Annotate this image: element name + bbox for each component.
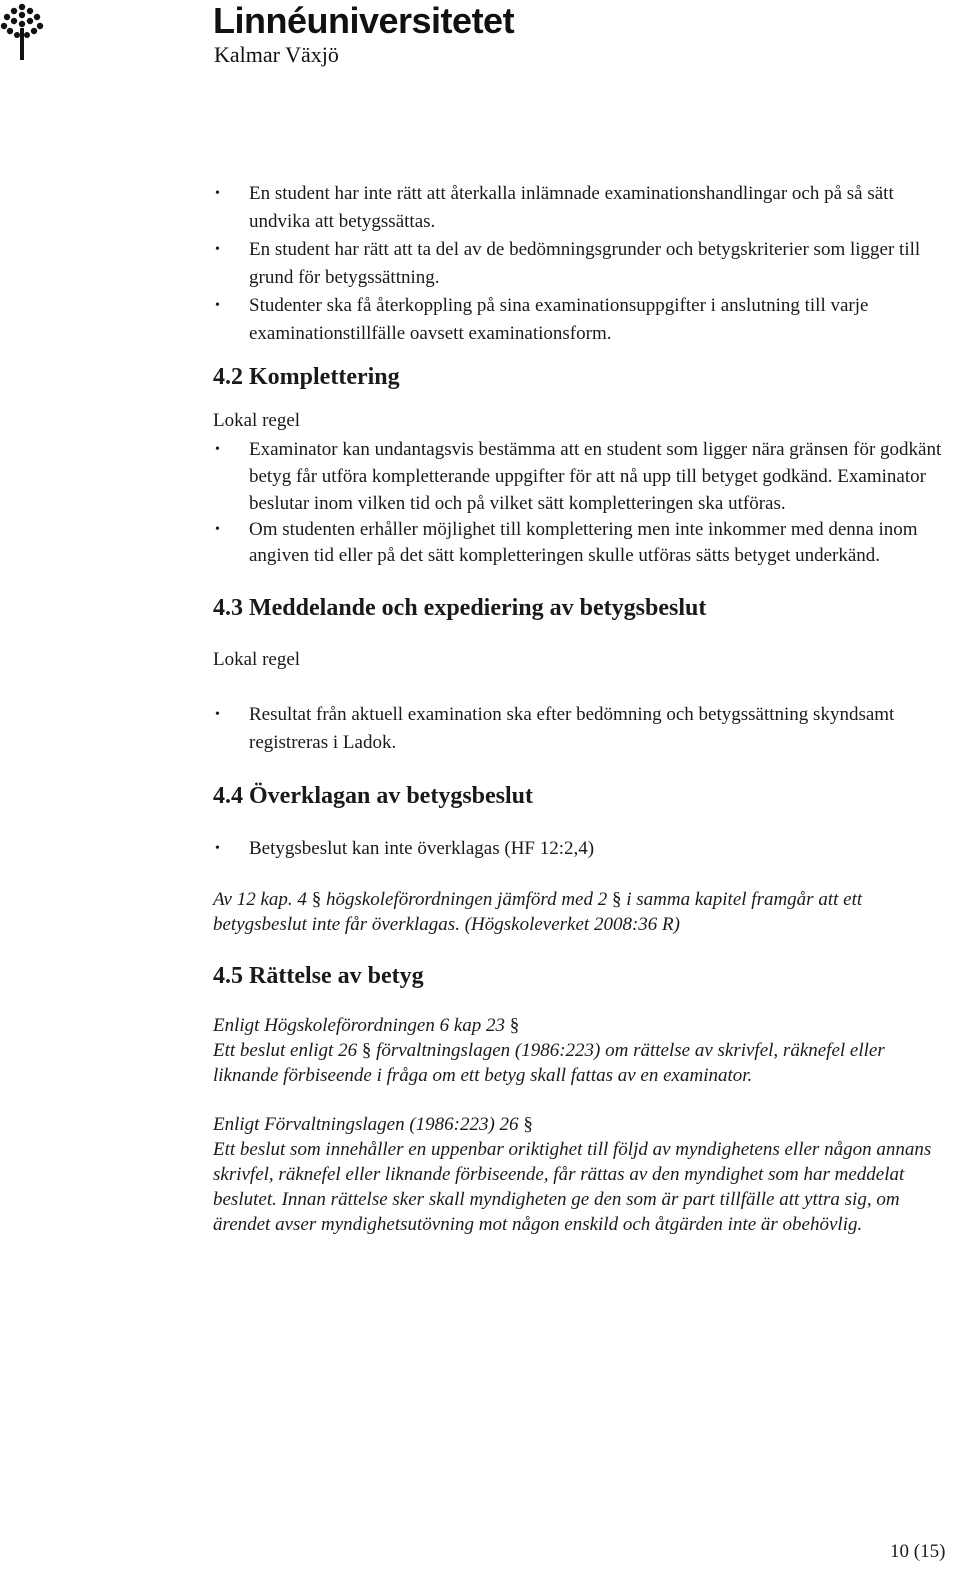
bullet-list-4-3 [213, 701, 943, 757]
bullet-icon: • [215, 242, 220, 257]
bullet-icon: • [215, 522, 220, 537]
correction-paragraph-2: Enligt Förvaltningslagen (1986:223) 26 § Ett beslut som innehåller en uppenbar oriktighet till följd av myndighetens eller någon annans skrivfel, räknefel eller liknande förbiseende, får rättas av den myndighet som har meddelat beslutet. Innan rättelse sker skall myndigheten ge den som är part tillfälle att yttra sig, om ärendet avser myndighetsutövning mot någon enskild och åtgärden inte är obehövlig. [213, 1114, 932, 1235]
bullet-icon: • [215, 707, 220, 722]
list-item: • Resultat från aktuell examination ska efter bedömning och betygssättning skyndsamt registreras i Ladok. [213, 701, 943, 757]
list-item: • En student har inte rätt att återkalla inlämnade examinationshandlingar och på så sätt undvika att betygssättas. [213, 180, 943, 236]
section-heading-4-4: 4.4 Överklagan av betygsbeslut [213, 783, 534, 809]
list-item: • En student har rätt att ta del av de bedömningsgrunder och betygskriterier som ligger till grund för betygssättning. [213, 236, 943, 292]
section-heading-4-2: 4.2 Komplettering [213, 364, 400, 390]
section-symbol: § [311, 889, 322, 910]
section-symbol: § [523, 1114, 533, 1135]
logo-subtitle: Kalmar Växjö [214, 42, 339, 67]
intro-bullet-list [213, 180, 943, 348]
list-item: • Om studenten erhåller möjlighet till komplettering men inte inkommer med denna inom angiven tid eller på det sätt kompletteringen skulle utföras sätts betyget underkänd. [215, 519, 918, 566]
bullet-list-4-2 [213, 436, 943, 569]
section-symbol: § [509, 1015, 520, 1036]
section-heading-4-5: 4.5 Rättelse av betyg [213, 963, 424, 989]
bullet-list-4-4 [213, 835, 953, 863]
correction-paragraph-1: Enligt Högskoleförordningen 6 kap 23 § Ett beslut enligt 26 § förvaltningslagen (1986:223) om rättelse av skrivfel, räknefel eller liknande förbiseende i fråga om ett betyg skall fattas av en examinator. [213, 1015, 885, 1086]
bullet-icon: • [215, 841, 220, 856]
university-logo [0, 0, 540, 80]
list-item: • Studenter ska få återkoppling på sina examinationsuppgifter i anslutning till varje examinationstillfälle oavsett examinationsform. [213, 292, 943, 348]
tree-logo-icon [0, 2, 44, 62]
section-symbol: § [611, 889, 622, 910]
section-symbol: § [361, 1040, 372, 1061]
list-item: • Betygsbeslut kan inte överklagas (HF 12:2,4) [213, 835, 953, 863]
local-rule-label: Lokal regel [213, 649, 301, 670]
section-heading-4-3: 4.3 Meddelande och expediering av betygsbeslut [213, 595, 707, 621]
local-rule-label: Lokal regel [213, 410, 301, 431]
bullet-icon: • [215, 186, 220, 201]
bullet-icon: • [215, 442, 220, 457]
document-body [213, 180, 953, 1237]
bullet-icon: • [215, 298, 220, 313]
logo-name: Linnéuniversitetet [213, 0, 515, 41]
appeal-note: Av 12 kap. 4 § högskoleförordningen jämförd med 2 § i samma kapitel framgår att ett betygsbeslut inte får överklagas. (Högskoleverket 2008:36 R) [213, 889, 863, 935]
list-item: • Examinator kan undantagsvis bestämma att en student som ligger nära gränsen för godkänt betyg får utföra kompletterande uppgifter för att nå upp till betyget godkänd. Examinator beslutar inom vilken tid och på vilket sätt kompletteringen ska utföras. [213, 436, 943, 517]
page-number: 10 (15) [890, 1541, 946, 1562]
